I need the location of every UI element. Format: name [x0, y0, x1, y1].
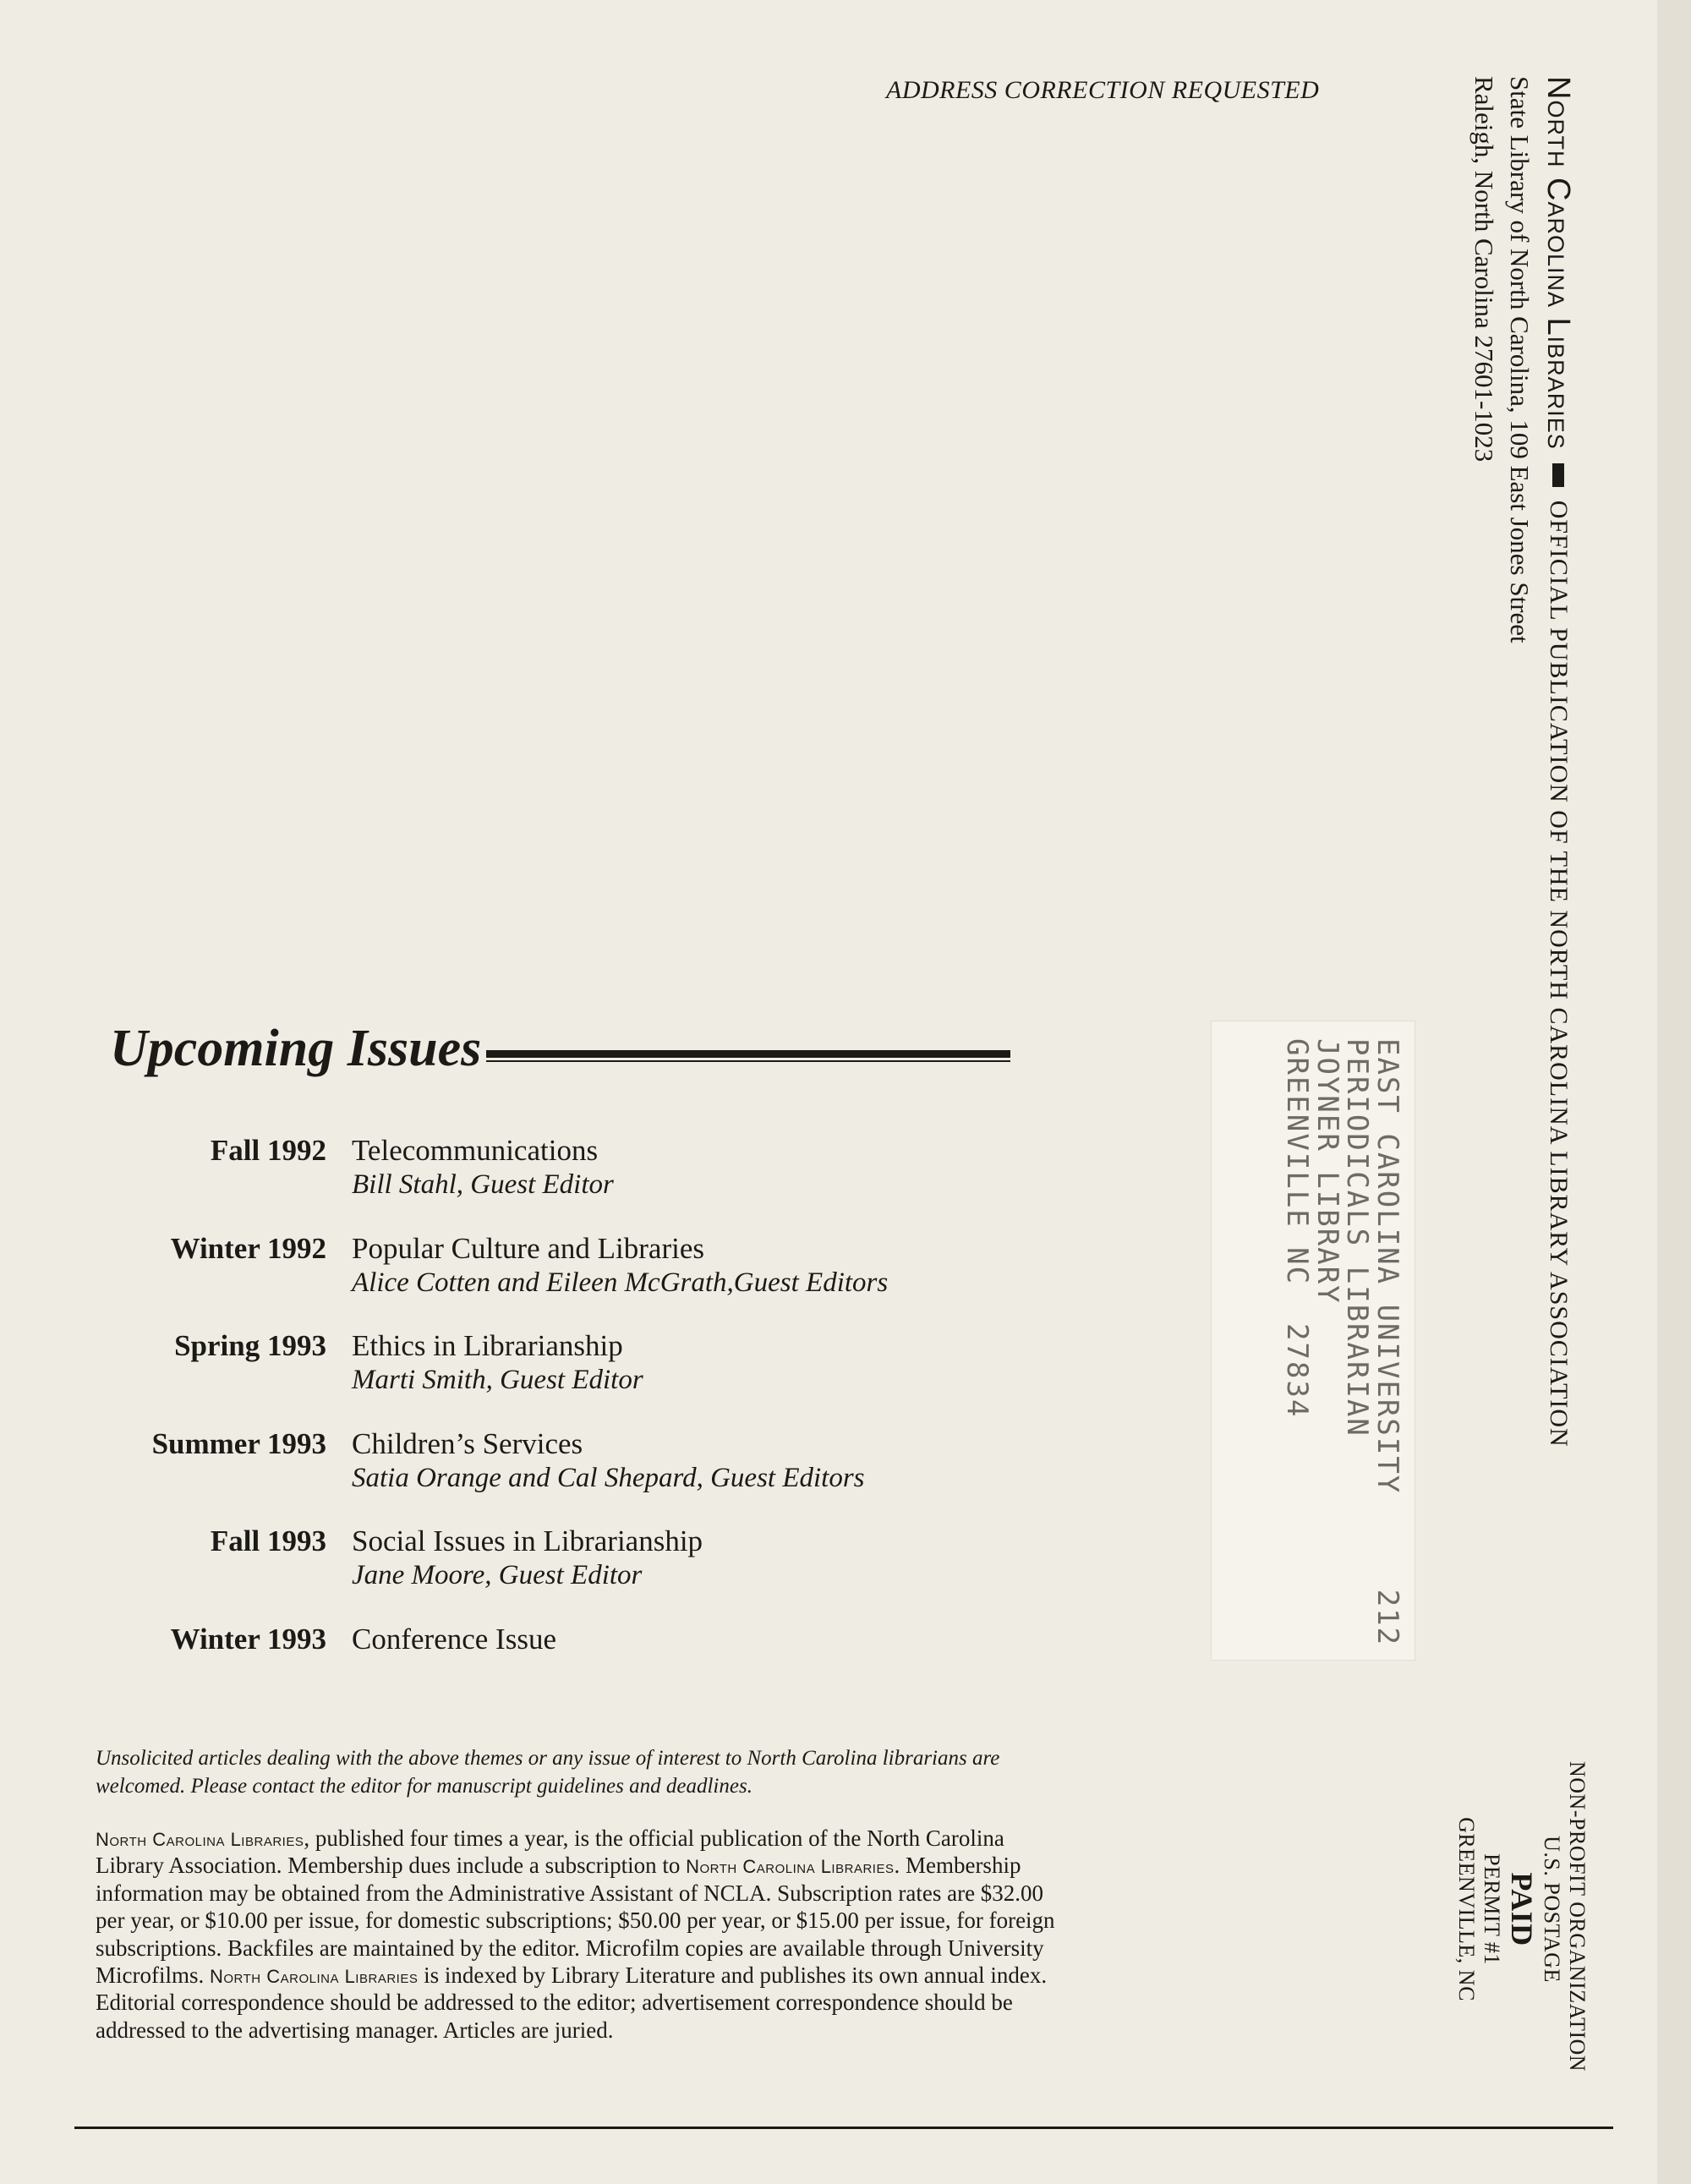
about-title: North Carolina Libraries: [96, 1829, 304, 1850]
masthead-address-2: Raleigh, North Carolina 27601-1023: [1469, 76, 1499, 463]
page-edge: [1657, 0, 1691, 2184]
issue-topic: Ethics in Librarianship: [352, 1329, 623, 1363]
indicia-line-1: NON-PROFIT ORGANIZATION: [1565, 1761, 1590, 2072]
bottom-rule: [74, 2127, 1613, 2129]
issue-editor: Bill Stahl, Guest Editor: [352, 1169, 614, 1200]
heading-rule: [486, 1050, 1010, 1062]
issue-item: [110, 1426, 1023, 1496]
upcoming-heading: Upcoming Issues: [110, 1020, 482, 1077]
address-correction-notice: ADDRESS CORRECTION REQUESTED: [886, 76, 1320, 104]
masthead: [1471, 76, 1574, 1448]
issue-item: [110, 1524, 1023, 1593]
mailing-label: [1211, 1021, 1415, 1661]
indicia-line-2: U.S. POSTAGE: [1540, 1836, 1565, 1983]
issue-season: Winter 1992: [170, 1231, 326, 1265]
issue-editor: Marti Smith, Guest Editor: [352, 1365, 643, 1396]
issue-season: Spring 1993: [174, 1329, 326, 1363]
about-title-2: North Carolina Libraries: [686, 1856, 895, 1878]
about-title-3: North Carolina Libraries: [210, 1965, 419, 1987]
about-text-3: is indexed by Library Literature and publishes its own annual index. Editorial correspondence should be addressed to the editor; advertisement correspondence should be addressed to the advertising manager. Articles are juried.: [96, 1962, 1048, 2043]
about-paragraph: [96, 1825, 1059, 2044]
indicia-city: GREENVILLE, NC: [1453, 1817, 1479, 2001]
issue-item: [110, 1133, 1023, 1202]
unsolicited-note: Unsolicited articles dealing with the above themes or any issue of interest to North Carolina librarians are welcomed. Please contact the editor for manuscript guidelines and deadlines.: [96, 1747, 1000, 1798]
issue-editor: Jane Moore, Guest Editor: [352, 1560, 643, 1591]
indicia-permit: PERMIT #1: [1479, 1853, 1504, 1965]
issue-topic: Popular Culture and Libraries: [352, 1231, 704, 1265]
masthead-bar: [1552, 463, 1564, 487]
issues-list: [110, 1133, 1023, 1686]
about-text-2: . Membership information may be obtained from the Administrative Assistant of NCLA. Subscription rates are $32.00 per year, or $10.00 per issue, for domestic subscriptions; $50.00 per year, or $15.00 per issue, for foreign subscriptions. Backfiles are maintained by the editor. Microfilm copies are available through University Microfilms.: [96, 1853, 1055, 1988]
about-text-1: , published four times a year, is the official publication of the North Carolina Library Association. Membership dues include a subscription to: [96, 1825, 1004, 1879]
masthead-address-1: State Library of North Carolina, 109 East Jones Street: [1505, 76, 1535, 643]
masthead-title: North Carolina Libraries: [1541, 76, 1576, 450]
issue-topic: Conference Issue: [352, 1622, 556, 1656]
postage-indicia: [1453, 1761, 1590, 2072]
issue-item: [110, 1231, 1023, 1300]
issue-item: [110, 1328, 1023, 1398]
issue-topic: Children’s Services: [352, 1426, 583, 1460]
masthead-org: OFFICIAL PUBLICATION OF THE NORTH CAROLINA LIBRARY ASSOCIATION: [1545, 500, 1573, 1448]
issue-editor: Satia Orange and Cal Shepard, Guest Editors: [352, 1462, 865, 1493]
issue-season: Fall 1992: [210, 1134, 326, 1167]
issue-editor: Alice Cotten and Eileen McGrath,Guest Editors: [352, 1267, 889, 1298]
issue-topic: Telecommunications: [352, 1134, 599, 1167]
upcoming-heading-row: [110, 1019, 1010, 1079]
issue-season: Winter 1993: [170, 1622, 326, 1656]
indicia-paid: PAID: [1505, 1872, 1540, 1946]
issue-season: Summer 1993: [151, 1426, 326, 1460]
issue-topic: Social Issues in Librarianship: [352, 1524, 703, 1558]
issue-item: [110, 1622, 1023, 1657]
issue-season: Fall 1993: [210, 1524, 326, 1558]
mailing-label-text: EAST CAROLINA UNIVERSITY 212 PERIODICALS LIBRARIAN JOYNER LIBRARY GREENVILLE NC 27834: [1279, 1038, 1404, 1647]
